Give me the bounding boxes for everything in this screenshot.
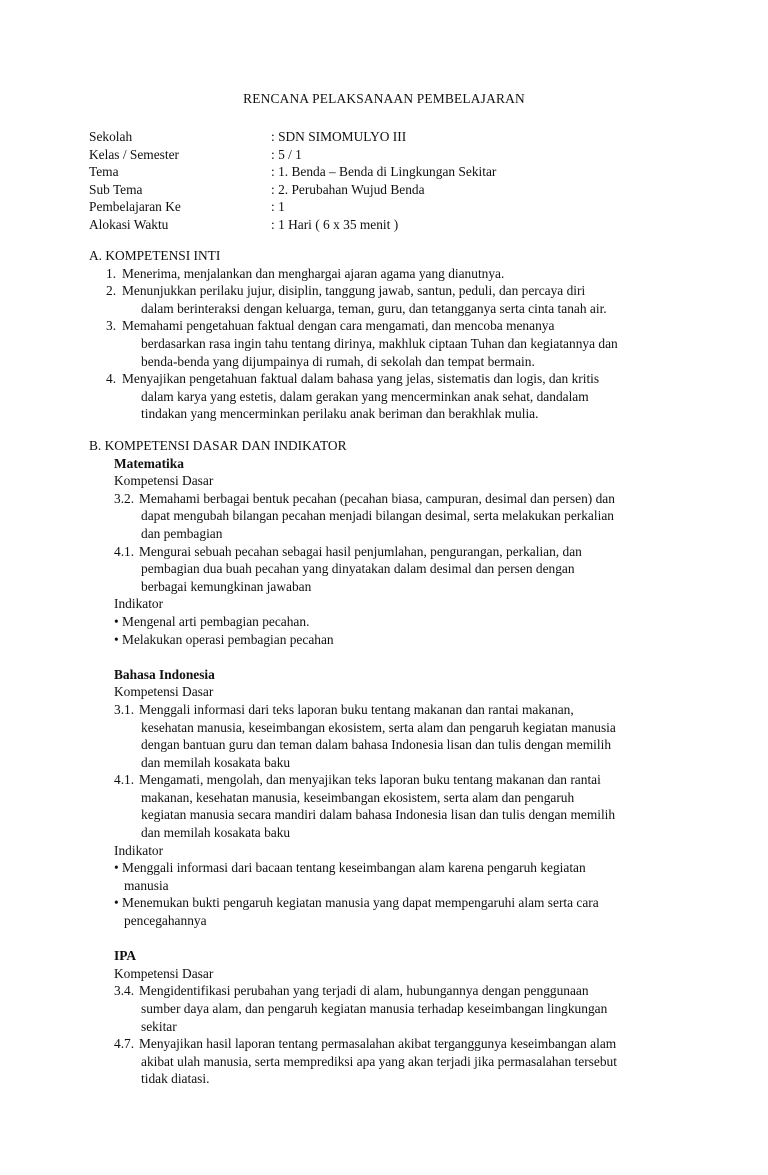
kd-line: kesehatan manusia, keseimbangan ekosistem, serta alam dan pengaruh kegiatan manusia xyxy=(141,719,616,735)
section-heading: B. KOMPETENSI DASAR DAN INDIKATOR xyxy=(89,438,347,453)
indicator-item: • Menemukan bukti pengaruh kegiatan manusia yang dapat mempengaruhi alam serta cara xyxy=(114,895,599,911)
kd-item xyxy=(89,490,689,543)
kd-line: Menyajikan hasil laporan tentang permasalahan akibat terganggunya keseimbangan alam xyxy=(139,1036,617,1052)
ki-line: dalam karya yang estetis, dalam gerakan yang mencerminkan anak sehat, dandalam xyxy=(141,388,589,404)
kd-number: 3.1. xyxy=(114,701,135,717)
kd-label: Kompetensi Dasar xyxy=(114,473,214,489)
identity-row xyxy=(89,146,689,164)
kd-item xyxy=(89,701,689,771)
indicator-item: • Melakukan operasi pembagian pecahan xyxy=(114,631,334,647)
kd-line: pembagian dua buah pecahan yang dinyatakan dalam desimal dan persen dengan xyxy=(141,561,575,577)
spacer xyxy=(89,648,689,666)
page-title: RENCANA PELAKSANAAN PEMBELAJARAN xyxy=(243,91,525,106)
kd-line: Mengamati, mengolah, dan menyajikan teks laporan buku tentang makanan dan rantai xyxy=(139,772,601,788)
indicator-item: • Menggali informasi dari bacaan tentang keseimbangan alam karena pengaruh kegiatan xyxy=(114,860,586,876)
indicator-label: Indikator xyxy=(114,596,164,612)
kd-label: Kompetensi Dasar xyxy=(114,965,214,981)
identity-row xyxy=(89,128,689,146)
identity-label: Sub Tema xyxy=(89,181,143,197)
spacer xyxy=(89,930,689,948)
ki-line: dalam berinteraksi dengan keluarga, teman, guru, dan tetangganya serta cinta tanah air. xyxy=(141,300,607,316)
ki-number: 4. xyxy=(106,371,117,387)
identity-value: : SDN SIMOMULYO III xyxy=(271,129,407,144)
ki-line: berdasarkan rasa ingin tahu tentang dirinya, makhluk ciptaan Tuhan dan kegiatannya dan xyxy=(141,335,618,351)
ki-number: 3. xyxy=(106,318,117,334)
ki-number: 1. xyxy=(106,265,117,281)
kd-line: tidak diatasi. xyxy=(141,1071,210,1087)
kd-line: makanan, kesehatan manusia, keseimbangan ekosistem, serta alam dan pengaruh xyxy=(141,789,575,805)
identity-row xyxy=(89,163,689,181)
kd-line: sumber daya alam, dan pengaruh kegiatan manusia terhadap keseimbangan lingkungan xyxy=(141,1001,608,1016)
identity-value: : 2. Perubahan Wujud Benda xyxy=(271,181,425,197)
kd-number: 3.2. xyxy=(114,490,135,506)
section-kompetensi-inti xyxy=(89,247,689,423)
ki-number: 2. xyxy=(106,283,117,299)
kd-line: Mengurai sebuah pecahan sebagai hasil penjumlahan, pengurangan, perkalian, dan xyxy=(139,543,582,559)
ki-line: Menyajikan pengetahuan faktual dalam bahasa yang jelas, sistematis dan logis, dan kritis xyxy=(122,371,600,387)
ki-line: benda-benda yang dijumpainya di rumah, di sekolah dan tempat bermain. xyxy=(141,353,535,369)
kd-item xyxy=(89,982,689,1035)
identity-value: : 1 xyxy=(271,199,285,215)
ki-item xyxy=(89,282,689,317)
kd-line: dapat mengubah bilangan pecahan menjadi bilangan desimal, serta melakukan perkalian xyxy=(141,508,614,524)
kd-line: dengan bantuan guru dan teman dalam bahasa Indonesia lisan dan tulis dengan memilih xyxy=(141,737,612,753)
identity-row xyxy=(89,216,689,234)
kd-line: Mengidentifikasi perubahan yang terjadi di alam, hubungannya dengan penggunaan xyxy=(139,983,589,999)
identity-value: : 1 Hari ( 6 x 35 menit ) xyxy=(271,216,399,232)
subject-title: Matematika xyxy=(114,455,184,471)
ki-line: Menunjukkan perilaku jujur, disiplin, tanggung jawab, santun, peduli, dan percaya diri xyxy=(122,283,586,299)
indicator-item: • Mengenal arti pembagian pecahan. xyxy=(114,613,310,629)
ki-item xyxy=(89,265,689,283)
kd-line: dan memilah kosakata baku xyxy=(141,754,291,770)
kd-line: dan memilah kosakata baku xyxy=(141,825,291,841)
kd-line: kegiatan manusia secara mandiri dalam bahasa Indonesia lisan dan tulis dengan memilih xyxy=(141,807,616,823)
kd-line: Memahami berbagai bentuk pecahan (pecahan biasa, campuran, desimal dan persen) dan xyxy=(139,490,615,506)
ki-line: Menerima, menjalankan dan menghargai ajaran agama yang dianutnya. xyxy=(122,265,505,281)
kd-label: Kompetensi Dasar xyxy=(114,684,214,700)
identity-value: : 5 / 1 xyxy=(271,146,302,162)
kd-line: akibat ulah manusia, serta memprediksi apa yang akan terjadi jika permasalahan tersebut xyxy=(141,1053,617,1069)
ki-item xyxy=(89,370,689,423)
kd-number: 4.1. xyxy=(114,543,135,559)
ki-line: Memahami pengetahuan faktual dengan cara mengamati, dan mencoba menanya xyxy=(122,318,555,334)
subject-title: Bahasa Indonesia xyxy=(114,666,215,682)
kd-number: 3.4. xyxy=(114,983,135,999)
kd-number: 4.7. xyxy=(114,1036,135,1052)
identity-row xyxy=(89,198,689,216)
identity-label: Kelas / Semester xyxy=(89,146,179,162)
identity-value: : 1. Benda – Benda di Lingkungan Sekitar xyxy=(271,164,497,180)
section-heading: A. KOMPETENSI INTI xyxy=(89,248,221,263)
ki-item xyxy=(89,317,689,370)
kd-line: dan pembagian xyxy=(141,525,223,541)
identity-label: Tema xyxy=(89,164,119,180)
kd-line: berbagai kemungkinan jawaban xyxy=(141,578,312,594)
kd-line: sekitar xyxy=(141,1018,177,1034)
kd-item xyxy=(89,1035,689,1088)
indicator-item-cont: pencegahannya xyxy=(124,913,207,929)
identity-label: Sekolah xyxy=(89,129,133,144)
kd-number: 4.1. xyxy=(114,772,135,788)
section-kompetensi-dasar xyxy=(89,437,689,1088)
subject-title: IPA xyxy=(114,948,137,964)
indicator-item-cont: manusia xyxy=(124,877,169,893)
identity-label: Alokasi Waktu xyxy=(89,216,169,232)
ki-line: tindakan yang mencerminkan perilaku anak beriman dan berakhlak mulia. xyxy=(141,406,539,422)
identity-label: Pembelajaran Ke xyxy=(89,199,181,215)
kd-item xyxy=(89,771,689,841)
indicator-label: Indikator xyxy=(114,842,164,858)
identity-row xyxy=(89,181,689,199)
kd-line: Menggali informasi dari teks laporan buku tentang makanan dan rantai makanan, xyxy=(139,701,574,717)
identity-table xyxy=(89,128,689,234)
kd-item xyxy=(89,543,689,596)
